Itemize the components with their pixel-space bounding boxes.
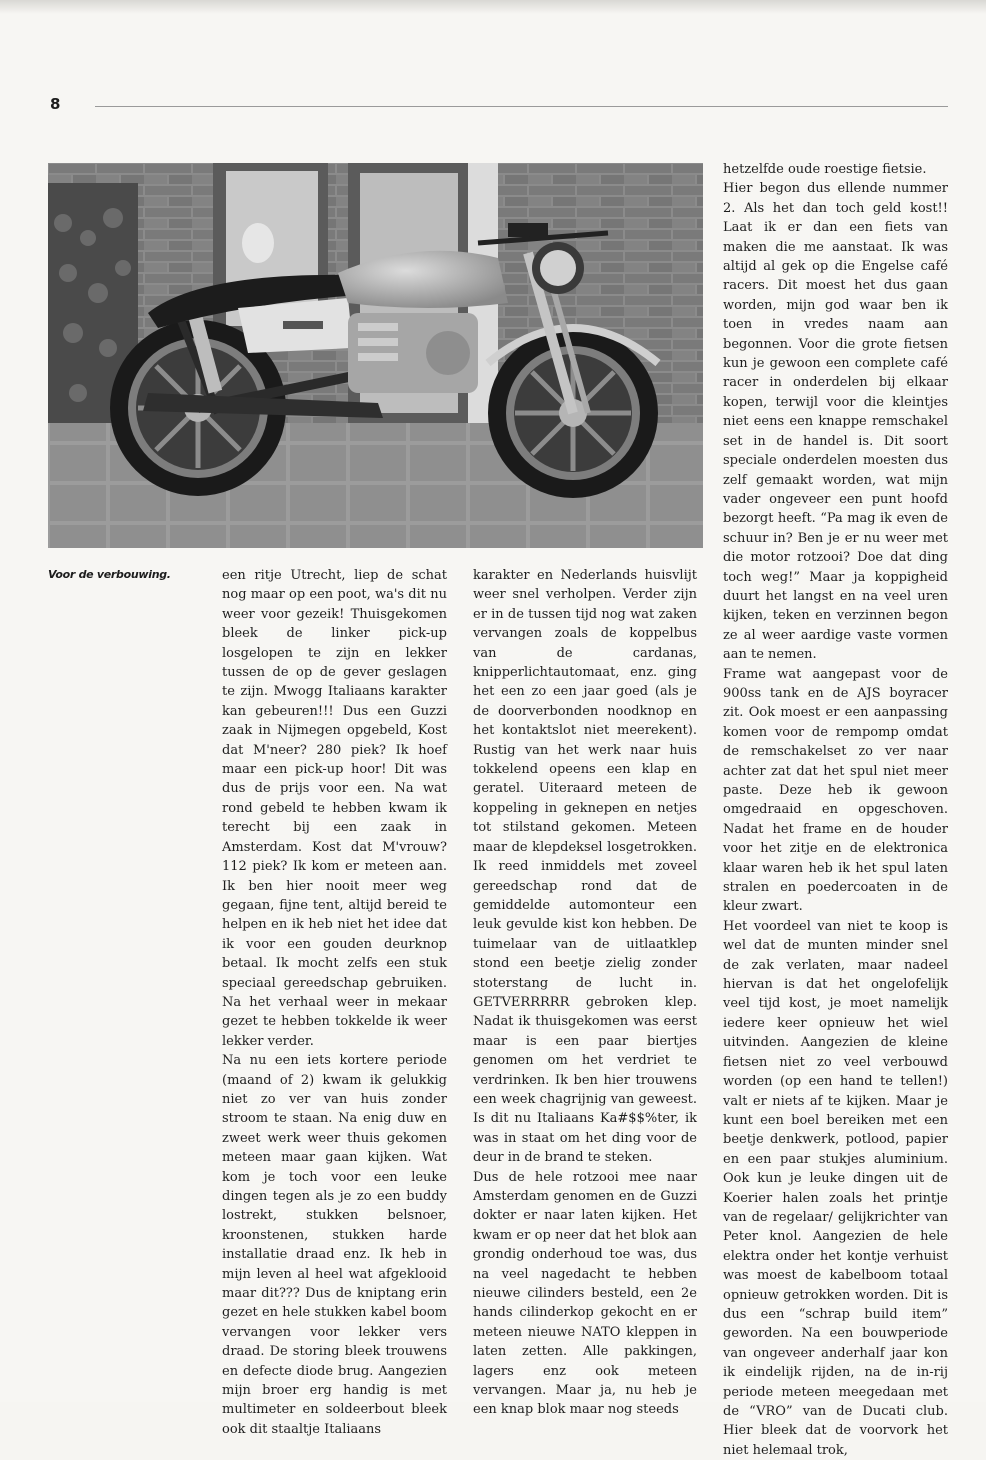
column-3-paragraph-3: Frame wat aangepast voor de 900ss tank en de AJS boyracer zit. Ook moest er een aanpassing komen voor de rempomp omdat de remschakelset zo ver naar achter zat dat het spul niet meer paste. Deze heb ik gewoon omgedraaid en opgeschoven. Nadat het frame en de houder voor het zitje en de elektronica klaar waren heb ik het spul laten stralen en poedercoaten in de kleur zwart.	[723, 666, 948, 915]
column-3-paragraph-1: hetzelfde oude roestige fietsie.	[723, 162, 927, 177]
article-column-1	[222, 566, 447, 1439]
column-3-paragraph-2: Hier begon dus ellende nummer 2. Als het dan toch geld kost!! Laat ik er dan een fiets van maken die me aanstaat. Ik was altijd al gek op die Engelse café racers. Dit moest het dus gaan worden, mijn god waar ben ik toen in vredes naam aan begonnen. Voor die grote fietsen kun je gewoon een complete café racer in onderdelen bij elkaar kopen, terwijl voor die kleintjes niet eens een knappe remschakel set in de handel is. Dit soort speciale onderdelen moesten dus zelf gemaakt worden, wat mijn vader ongeveer een punt hoofd bezorgt heeft. “Pa mag ik even de schuur in? Ben je er nu weer met die motor rotzooi? Doe dat ding toch weg!” Maar ja koppigheid duurt het langst en na veel uren kijken, teken en verzinnen begon ze al weer aardige vaste vormen aan te nemen.	[723, 181, 948, 663]
article-column-2	[473, 566, 697, 1420]
page-number: 8	[50, 95, 61, 113]
header-rule	[95, 106, 948, 107]
motorcycle-photo	[48, 163, 703, 548]
column-2-paragraph-2: Dus de hele rotzooi mee naar Amsterdam genomen en de Guzzi dokter er naar laten kijken. Het kwam er op neer dat het blok aan grondig onderhoud toe was, dus na veel nagedacht te hebben nieuwe cilinders besteld, een 2e hands cilinderkop gekocht en er meteen nieuwe NATO kleppen in laten zetten. Alle pakkingen, lagers enz ook meteen vervangen. Maar ja, nu heb je een knap blok maar nog steeds	[473, 1169, 697, 1418]
column-2-paragraph-1: karakter en Nederlands huisvlijt weer snel verholpen. Verder zijn er in de tussen tijd nog wat zaken vervangen zoals de koppelbus van de cardanas, knipperlichtautomaat, enz. ging het een zo een jaar goed (als je de doorverbonden noodknop en het kontaktslot niet meerekent). Rustig van het werk naar huis tokkelend opeens een klap en geratel. Uiteraard meteen de koppeling in geknepen en netjes tot stilstand gekomen. Meteen maar de klepdeksel losgetrokken. Ik reed inmiddels met zoveel gereedschap rond dat de gemiddelde automonteur een leuk gevulde kist kon hebben. De tuimelaar van de uitlaatklep stond een beetje zielig zonder stoterstang de lucht in. GETVERRRRR gebroken klep. Nadat ik thuisgekomen was eerst maar is een paar biertjes genomen om het verdriet te verdrinken. Ik ben hier trouwens een week chagrijnig van geweest. Is dit nu Italiaans Ka#$$%ter, ik was in staat om het ding voor de deur in de brand te steken.	[473, 568, 697, 1166]
photo-caption: Voor de verbouwing.	[48, 568, 171, 581]
column-3-paragraph-4: Het voordeel van niet te koop is wel dat de munten minder snel de zak verlaten, maar nadeel hiervan is dat het ongelofelijk veel tijd kost, je moet namelijk iedere keer opnieuw het wiel uitvinden. Aangezien de kleine fietsen niet zo veel verbouwd worden (op een hand te tellen!) valt er niets af te kijken. Maar je kunt een boel bereiken met een beetje denkwerk, potlood, papier en een paar stukjes aluminium. Ook kun je leuke dingen uit de Koerier halen zoals het printje van de regelaar/ gelijkrichter van Peter knol. Aangezien de hele elektra onder het kontje verhuist was moest de kabelboom totaal opnieuw getrokken worden. Dit is dus een “schrap build item” geworden. Na een bouwperiode van ongeveer anderhalf jaar kon ik eindelijk rijden, na de in-rij periode meteen meegedaan met de “VRO” van de Ducati club. Hier bleek dat de voorvork het niet helemaal trok,	[723, 918, 948, 1458]
scan-edge	[0, 0, 986, 14]
article-column-3	[723, 160, 948, 1460]
column-1-paragraph-2: Na nu een iets kortere periode (maand of 2) kwam ik gelukkig niet zo ver van huis zonder stroom te staan. Na enig duw en zweet werk weer thuis gekomen meteen maar gaan kijken. Wat kom je toch voor een leuke dingen tegen als je zo een buddy lostrekt, stukken belsnoer, kroonstenen, stukken harde installatie draad enz. Ik heb in mijn leven al heel wat afgeklooid maar dit??? Dus de kniptang erin gezet en hele stukken kabel boom vervangen voor lekker vers draad. De storing bleek trouwens en defecte diode brug. Aangezien mijn broer erg handig is met multimeter en soldeerbout bleek ook dit staaltje Italiaans	[222, 1053, 447, 1437]
column-1-paragraph-1: een ritje Utrecht, liep de schat nog maar op een poot, wa's dit nu weer voor gezeik! Thuisgekomen bleek de linker pick-up losgelopen te zijn en lekker tussen de op de gever geslagen te zijn. Mwogg Italiaans karakter kan gebeuren!!! Dus een Guzzi zaak in Nijmegen opgebeld, Kost dat M'neer? 280 piek? Ik hoef maar een pick-up hoor! Dit was dus de prijs voor een. Na wat rond gebeld te hebben kwam ik terecht bij een zaak in Amsterdam. Kost dat M'vrouw? 112 piek? Ik kom er meteen aan. Ik ben hier nooit meer weg gegaan, fijne tent, altijd bereid te helpen en ik heb niet het idee dat ik voor een gouden deurknop betaal. Ik mocht zelfs een stuk speciaal gereedschap gebruiken. Na het verhaal weer in mekaar gezet te hebben tokkelde ik weer lekker verder.	[222, 568, 447, 1049]
